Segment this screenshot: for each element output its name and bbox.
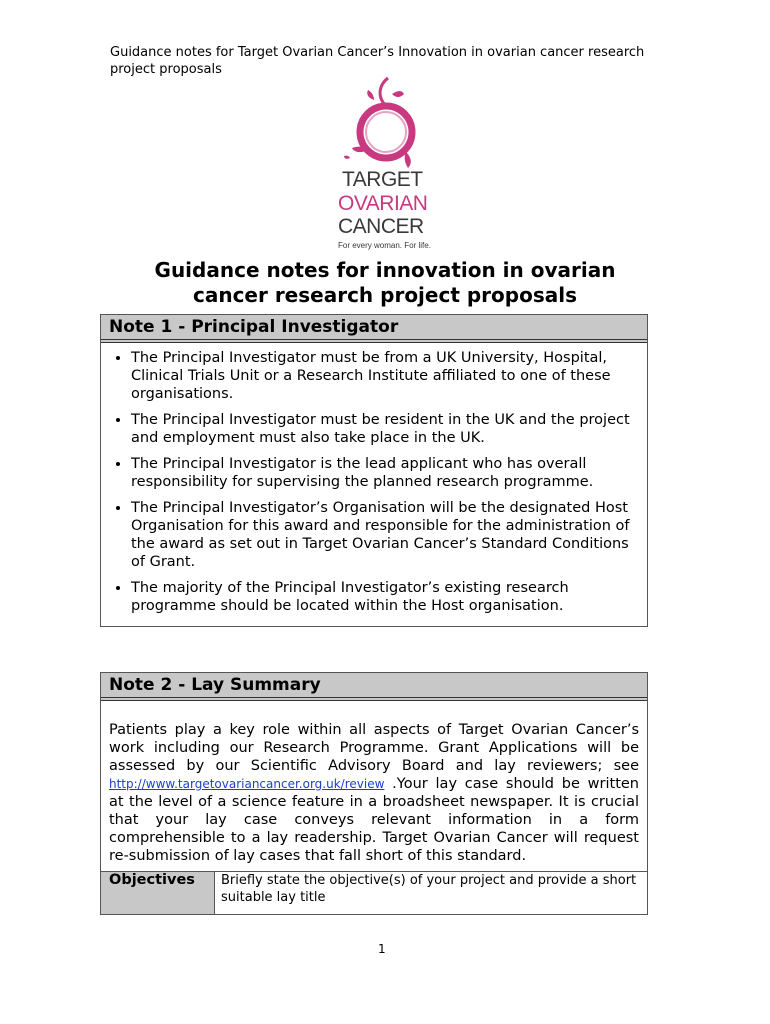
target-ovarian-cancer-logo [328, 76, 448, 251]
note-1-bullet-list [101, 349, 647, 615]
logo-word-ovarian: OVARIAN [338, 192, 428, 215]
document-title [100, 258, 670, 308]
logo-wordmark [328, 168, 448, 250]
lay-summary-text-2: .Your lay case should be written at the level of a science feature in a broadsheet newspaper. It is crucial that your lay case conveys relevant information in a form comprehensible to a lay readership. Target Ovarian Cancer will request re-submission of lay cases that fall short of this standard. [109, 776, 639, 864]
lay-summary-body [101, 701, 647, 865]
objectives-description: Briefly state the objective(s) of your project and provide a short suitable lay title [221, 873, 637, 905]
page-header [110, 44, 670, 78]
title-line-2: cancer research project proposals [192, 283, 577, 307]
note-1-heading: Note 1 - Principal Investigator [101, 315, 647, 343]
header-line-2: project proposals [110, 62, 222, 77]
logo-word-cancer: CANCER [338, 215, 424, 238]
logo-ribbon-icon [328, 76, 448, 171]
logo-tagline: For every woman. For life. [338, 241, 431, 250]
page-number: 1 [378, 942, 386, 956]
note-1-section [100, 314, 648, 627]
list-item: • The majority of the Principal Investigator’s existing research programme should be located within the Host organisation. [131, 579, 647, 615]
title-line-1: Guidance notes for innovation in ovarian [154, 258, 616, 282]
list-item: • The Principal Investigator must be resident in the UK and the project and employment must also take place in the UK. [131, 411, 647, 447]
lay-summary-text-1: Patients play a key role within all aspects of Target Ovarian Cancer’s work including our Research Programme. Grant Applications will be assessed by our Scientific Advisory Board and lay reviewers; see [109, 722, 639, 774]
list-item: • The Principal Investigator must be from a UK University, Hospital, Clinical Trials Unit or a Research Institute affiliated to one of these organisations. [131, 349, 647, 403]
note-2-heading: Note 2 - Lay Summary [101, 673, 647, 701]
header-line-1: Guidance notes for Target Ovarian Cancer’s Innovation in ovarian cancer research [110, 45, 645, 60]
objectives-row [101, 871, 647, 914]
review-link[interactable]: http://www.targetovariancancer.org.uk/review [109, 777, 385, 791]
logo-word-target: TARGET [342, 168, 423, 191]
list-item: • The Principal Investigator’s Organisation will be the designated Host Organisation for this award and responsible for the administration of the award as set out in Target Ovarian Cancer’s Standard Conditions of Grant. [131, 499, 647, 571]
note-2-section [100, 672, 648, 915]
objectives-label: Objectives [101, 872, 215, 914]
list-item: • The Principal Investigator is the lead applicant who has overall responsibility for supervising the planned research programme. [131, 455, 647, 491]
